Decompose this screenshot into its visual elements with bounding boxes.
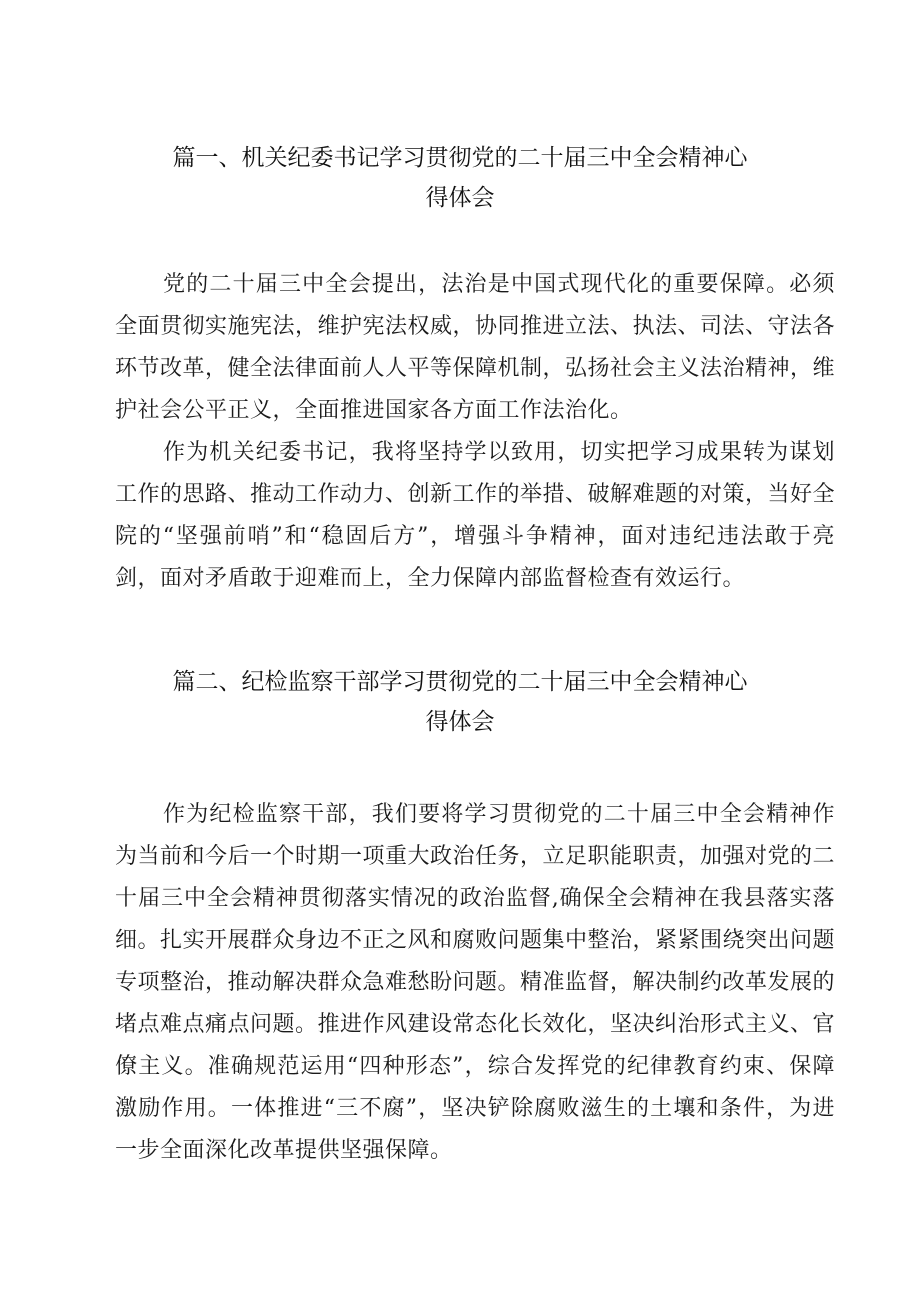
section-2-title-line-1: 篇二、纪检监察干部学习贯彻党的二十届三中全会精神心: [172, 669, 748, 695]
section-1-paragraph-1: 党的二十届三中全会提出，法治是中国式现代化的重要保障。必须全面贯彻实施宪法，维护宪法权威，协同推进立法、执法、司法、守法各环节改革，健全法律面前人人平等保障机制，弘扬社会主义法治精神，维护社会公平正义，全面推进国家各方面工作法治化。: [115, 272, 836, 423]
section-2-title-line-2: 得体会: [425, 709, 495, 735]
section-1-heading: [0, 138, 920, 218]
section-1-title-line-1: 篇一、机关纪委书记学习贯彻党的二十届三中全会精神心: [172, 145, 748, 171]
section-1-paragraph-2: 作为机关纪委书记，我将坚持学以致用，切实把学习成果转为谋划工作的思路、推动工作动力、创新工作的举措、破解难题的对策，当好全院的“坚强前哨”和“稳固后方”，增强斗争精神，面对违纪违法敢于亮剑，面对矛盾敢于迎难而上，全力保障内部监督检查有效运行。: [115, 440, 836, 591]
section-2-paragraph-1: 作为纪检监察干部，我们要将学习贯彻党的二十届三中全会精神作为当前和今后一个时期一项重大政治任务，立足职能职责，加强对党的二十届三中全会精神贯彻落实情况的政治监督,确保全会精神在我县落实落细。扎实开展群众身边不正之风和腐败问题集中整治，紧紧围绕突出问题专项整治，推动解决群众急难愁盼问题。精准监督，解决制约改革发展的堵点难点痛点问题。推进作风建设常态化长效化，坚决纠治形式主义、官僚主义。准确规范运用“四种形态”，综合发挥党的纪律教育约束、保障激励作用。一体推进“三不腐”，坚决铲除腐败滋生的土壤和条件，为进一步全面深化改革提供坚强保障。: [115, 802, 836, 1163]
section-2-heading: [0, 662, 920, 742]
section-1-title-line-2: 得体会: [425, 185, 495, 211]
